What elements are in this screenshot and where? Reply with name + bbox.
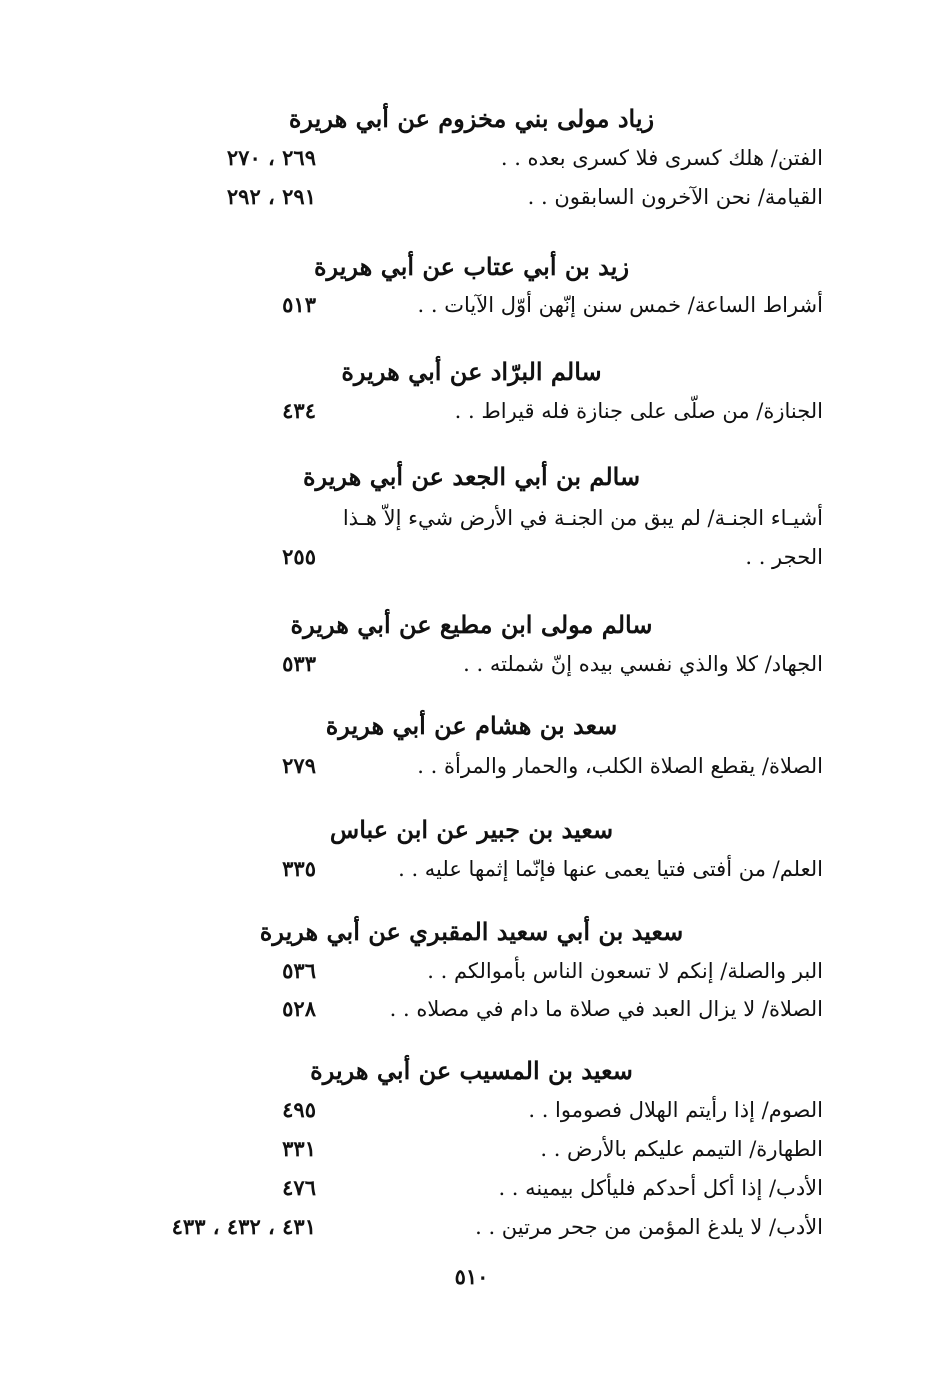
page-refs: ٥٢٨ xyxy=(282,996,316,1021)
narrator-heading: سالم مولى ابن مطيع عن أبي هريرة xyxy=(290,610,653,639)
page-refs: ٥٣٦ xyxy=(282,958,316,983)
hadith-entry: الطهارة/ التيمم عليكم بالأرض . . xyxy=(540,1137,823,1161)
hadith-entry: الجهاد/ كلا والذي نفسي بيده إنّ شملته . . xyxy=(463,652,823,676)
narrator-heading: زيد بن أبي عتاب عن أبي هريرة xyxy=(313,252,630,281)
hadith-entry: الأدب/ إذا أكل أحدكم فليأكل بيمينه . . xyxy=(498,1176,823,1200)
hadith-entry: الصلاة/ لا يزال العبد في صلاة ما دام في مصلاه . . xyxy=(389,997,823,1021)
hadith-entry: أشراط الساعة/ خمس سنن إنّهن أوّل الآيات . . xyxy=(417,293,823,317)
page-refs: ٤٩٥ xyxy=(282,1097,316,1122)
hadith-entry: القيامة/ نحن الآخرون السابقون . . xyxy=(527,185,823,209)
page-refs: ٢٦٩ ، ٢٧٠ xyxy=(226,145,316,170)
narrator-heading: سعيد بن المسيب عن أبي هريرة xyxy=(310,1056,633,1085)
narrator-heading: سعيد بن جبير عن ابن عباس xyxy=(329,815,614,844)
hadith-entry: الفتن/ هلك كسرى فلا كسرى بعده . . xyxy=(500,146,823,170)
hadith-entry: أشيـاء الجنـة/ لم يبق من الجنـة في الأرض شيء إلاّ هـذا xyxy=(342,506,823,530)
narrator-heading: سالم بن أبي الجعد عن أبي هريرة xyxy=(302,462,641,491)
hadith-entry: الأدب/ لا يلدغ المؤمن من جحر مرتين . . xyxy=(475,1215,823,1239)
page-refs: ٣٣٥ xyxy=(282,856,316,881)
narrator-heading: زياد مولى بني مخزوم عن أبي هريرة xyxy=(288,104,655,133)
page-refs: ٥٣٣ xyxy=(282,651,316,676)
page-refs: ٤٣١ ، ٤٣٢ ، ٤٣٣ xyxy=(171,1214,316,1239)
page-refs: ٣٣١ xyxy=(282,1136,316,1161)
page-refs: ٢٥٥ xyxy=(282,544,316,569)
narrator-heading: سعيد بن أبي سعيد المقبري عن أبي هريرة xyxy=(259,917,684,946)
hadith-entry-continuation: الحجر . . xyxy=(745,545,823,569)
hadith-entry: الجنازة/ من صلّى على جنازة فله قيراط . . xyxy=(454,399,823,423)
hadith-entry: البر والصلة/ إنكم لا تسعون الناس بأموالكم . . xyxy=(427,959,823,983)
page-refs: ٤٣٤ xyxy=(282,398,316,423)
page-number: ٥١٠ xyxy=(454,1264,489,1289)
page-refs: ٢٧٩ xyxy=(282,753,316,778)
page-refs: ٢٩١ ، ٢٩٢ xyxy=(226,184,316,209)
narrator-heading: سالم البرّاد عن أبي هريرة xyxy=(341,357,602,386)
hadith-entry: الصلاة/ يقطع الصلاة الكلب، والحمار والمرأة . . xyxy=(417,754,823,778)
narrator-heading: سعد بن هشام عن أبي هريرة xyxy=(325,711,618,740)
page-refs: ٥١٣ xyxy=(282,292,316,317)
hadith-entry: الصوم/ إذا رأيتم الهلال فصوموا . . xyxy=(528,1098,823,1122)
hadith-entry: العلم/ من أفتى فتيا يعمى عنها فإنّما إثمها عليه . . xyxy=(398,857,823,881)
page-refs: ٤٧٦ xyxy=(282,1175,316,1200)
